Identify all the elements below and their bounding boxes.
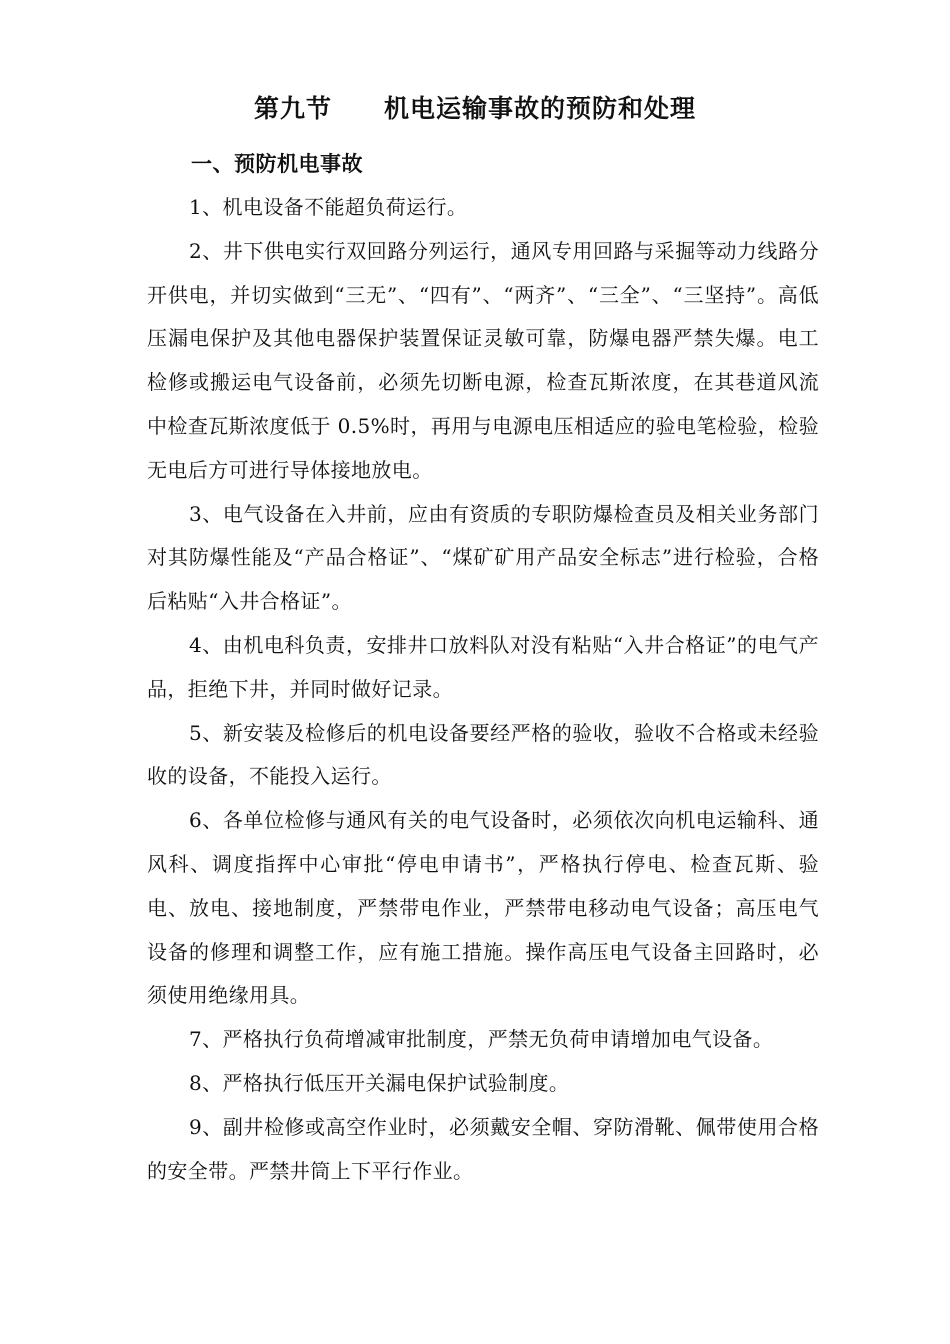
paragraph-6: 6、各单位检修与通风有关的电气设备时，必须依次向机电运输科、通风科、调度指挥中心审批“停电申请书”，严格执行停电、检查瓦斯、验电、放电、接地制度，严禁带电作业，严禁带电移动电气设备；高压电气设备的修理和调整工作，应有施工措施。操作高压电气设备主回路时，必须使用绝缘用具。 bbox=[147, 808, 819, 1008]
paragraph-5: 5、新安装及检修后的机电设备要经严格的验收，验收不合格或未经验收的设备，不能投入运行。 bbox=[147, 720, 819, 789]
paragraph-2: 2、井下供电实行双回路分列运行，通风专用回路与采掘等动力线路分开供电，并切实做到“三无”、“四有”、“两齐”、“三全”、“三坚持”。高低压漏电保护及其他电器保护装置保证灵敏可靠，防爆电器严禁失爆。电工检修或搬运电气设备前，必须先切断电源，检查瓦斯浓度，在其巷道风流中检查瓦斯浓度低于 0.5%时，再用与电源电压相适应的验电笔检验，检验无电后方可进行导体接地放电。 bbox=[147, 238, 819, 482]
section-heading: 一、预防机电事故 bbox=[191, 151, 363, 176]
paragraph-7: 7、严格执行负荷增减审批制度，严禁无负荷申请增加电气设备。 bbox=[189, 1027, 774, 1052]
body-text bbox=[147, 186, 819, 1193]
page-title: 第九节 机电运输事故的预防和处理 bbox=[253, 94, 696, 123]
paragraph-3: 3、电气设备在入井前，应由有资质的专职防爆检查员及相关业务部门对其防爆性能及“产品合格证”、“煤矿矿用产品安全标志”进行检验，合格后粘贴“入井合格证”。 bbox=[147, 501, 819, 614]
paragraph-8: 8、严格执行低压开关漏电保护试验制度。 bbox=[189, 1070, 570, 1095]
paragraph-4: 4、由机电科负责，安排井口放料队对没有粘贴“入井合格证”的电气产品，拒绝下井，并同时做好记录。 bbox=[147, 632, 819, 701]
paragraph-1: 1、机电设备不能超负荷运行。 bbox=[189, 195, 468, 219]
paragraph-9: 9、副井检修或高空作业时，必须戴安全帽、穿防滑靴、佩带使用合格的安全带。严禁井筒上下平行作业。 bbox=[147, 1114, 819, 1183]
